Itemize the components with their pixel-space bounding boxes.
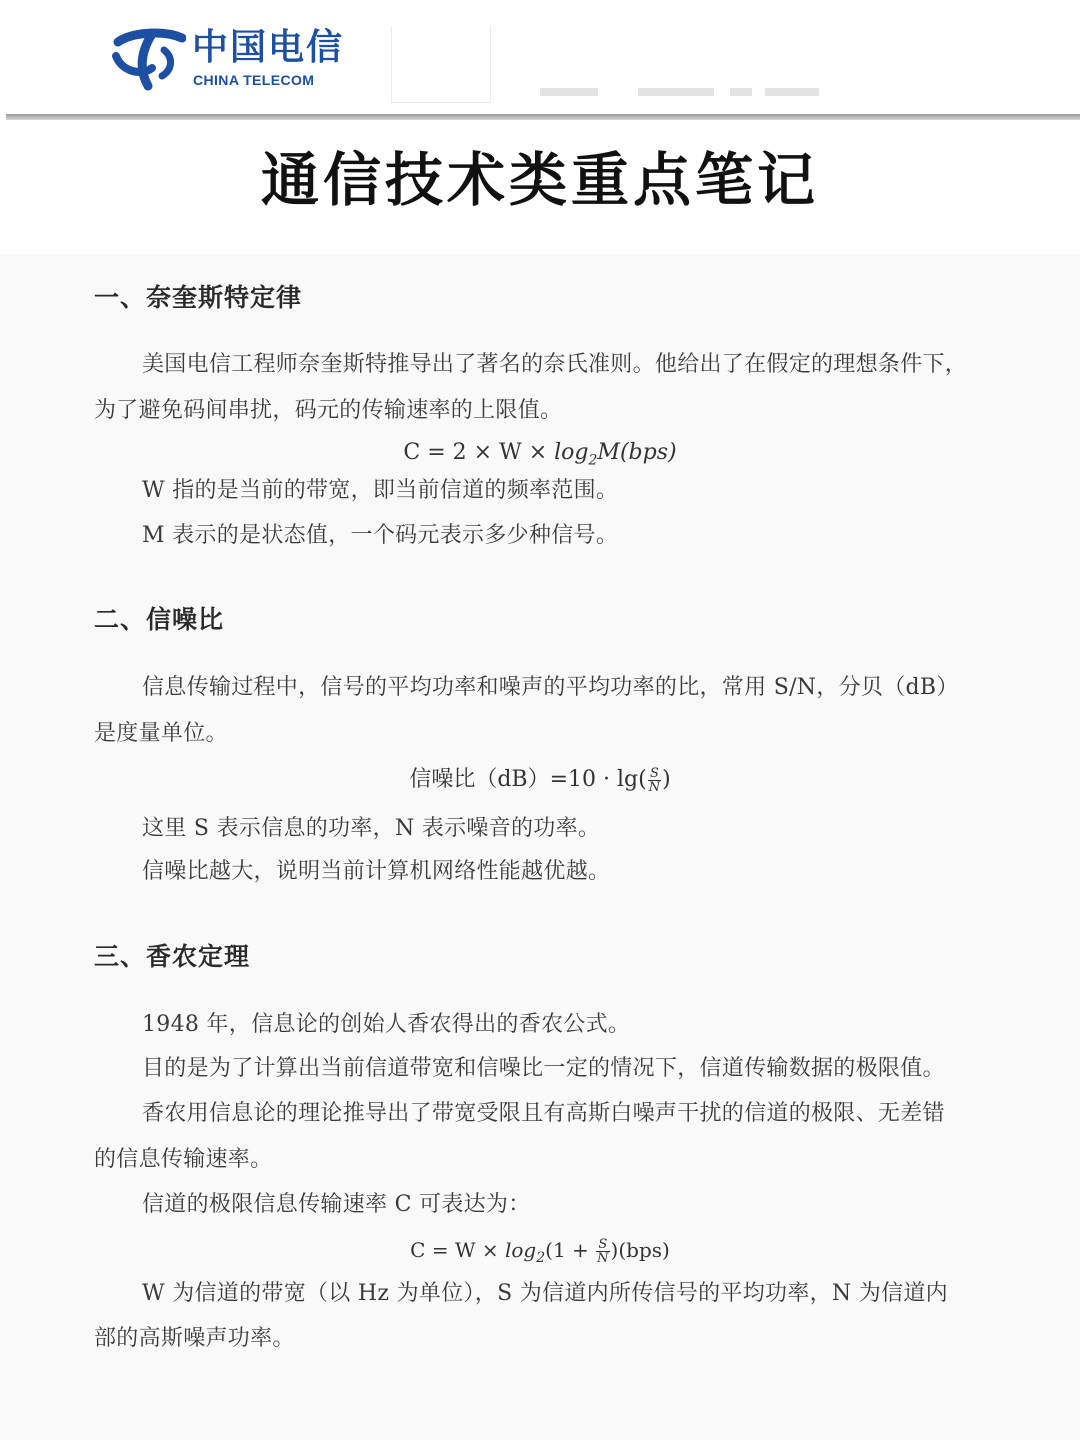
paragraph-line: W 为信道的带宽（以 Hz 为单位），S 为信道内所传信号的平均功率，N 为信道内 <box>142 1281 948 1306</box>
paragraph-line: 1948 年，信息论的创始人香农得出的香农公式。 <box>142 1012 631 1037</box>
header <box>0 0 1080 118</box>
section-heading-snr: 二、信噪比 <box>94 605 225 634</box>
paragraph-line: 的信息传输速率。 <box>94 1147 273 1172</box>
paragraph-line: W 指的是当前的带宽，即当前信道的频率范围。 <box>142 478 619 503</box>
paragraph-line: 为了避免码间串扰，码元的传输速率的上限值。 <box>94 398 563 423</box>
faded-header-text <box>730 88 752 96</box>
paragraph-line: 部的高斯噪声功率。 <box>94 1326 295 1351</box>
paragraph-line: 这里 S 表示信息的功率，N 表示噪音的功率。 <box>142 816 601 841</box>
paragraph-line: 目的是为了计算出当前信道带宽和信噪比一定的情况下，信道传输数据的极限值。 <box>142 1056 945 1081</box>
faded-header-text <box>765 88 819 96</box>
paragraph-line: 信息传输过程中，信号的平均功率和噪声的平均功率的比，常用 S/N，分贝（dB） <box>142 675 959 700</box>
china-telecom-logo-icon <box>112 26 186 92</box>
paragraph-line: 香农用信息论的理论推导出了带宽受限且有高斯白噪声干扰的信道的极限、无差错 <box>142 1101 945 1126</box>
shannon-formula: $C = W \times \log_2(1$ + $\frac{S}{N}$ )(bps) <box>410 1237 670 1266</box>
snr-formula: 信噪比（dB）=10 · lg( $\frac{S}{N}$ ) <box>409 765 671 795</box>
paragraph-line: M 表示的是状态值，一个码元表示多少种信号。 <box>142 523 619 548</box>
faded-header-frame <box>391 26 491 103</box>
paragraph-line: 美国电信工程师奈奎斯特推导出了著名的奈氏准则。他给出了在假定的理想条件下， <box>142 352 968 377</box>
faded-header-text <box>540 88 598 96</box>
section-heading-nyquist: 一、奈奎斯特定律 <box>94 283 303 312</box>
logo-english-text: CHINA TELECOM <box>193 72 315 88</box>
header-divider <box>6 114 1080 120</box>
paragraph-line: 信道的极限信息传输速率 C 可表达为： <box>142 1192 531 1217</box>
faded-header-text <box>638 88 714 96</box>
section-heading-shannon: 三、香农定理 <box>94 942 251 971</box>
paragraph-line: 信噪比越大，说明当前计算机网络性能越优越。 <box>142 859 611 884</box>
document-body <box>0 254 1080 1440</box>
logo-chinese-text: 中国电信 <box>192 27 345 68</box>
page-title: 通信技术类重点笔记 <box>260 146 819 214</box>
paragraph-line: 是度量单位。 <box>94 721 228 746</box>
nyquist-formula: $C = 2 \times W \times \log_2M(bps)$ <box>403 440 677 469</box>
